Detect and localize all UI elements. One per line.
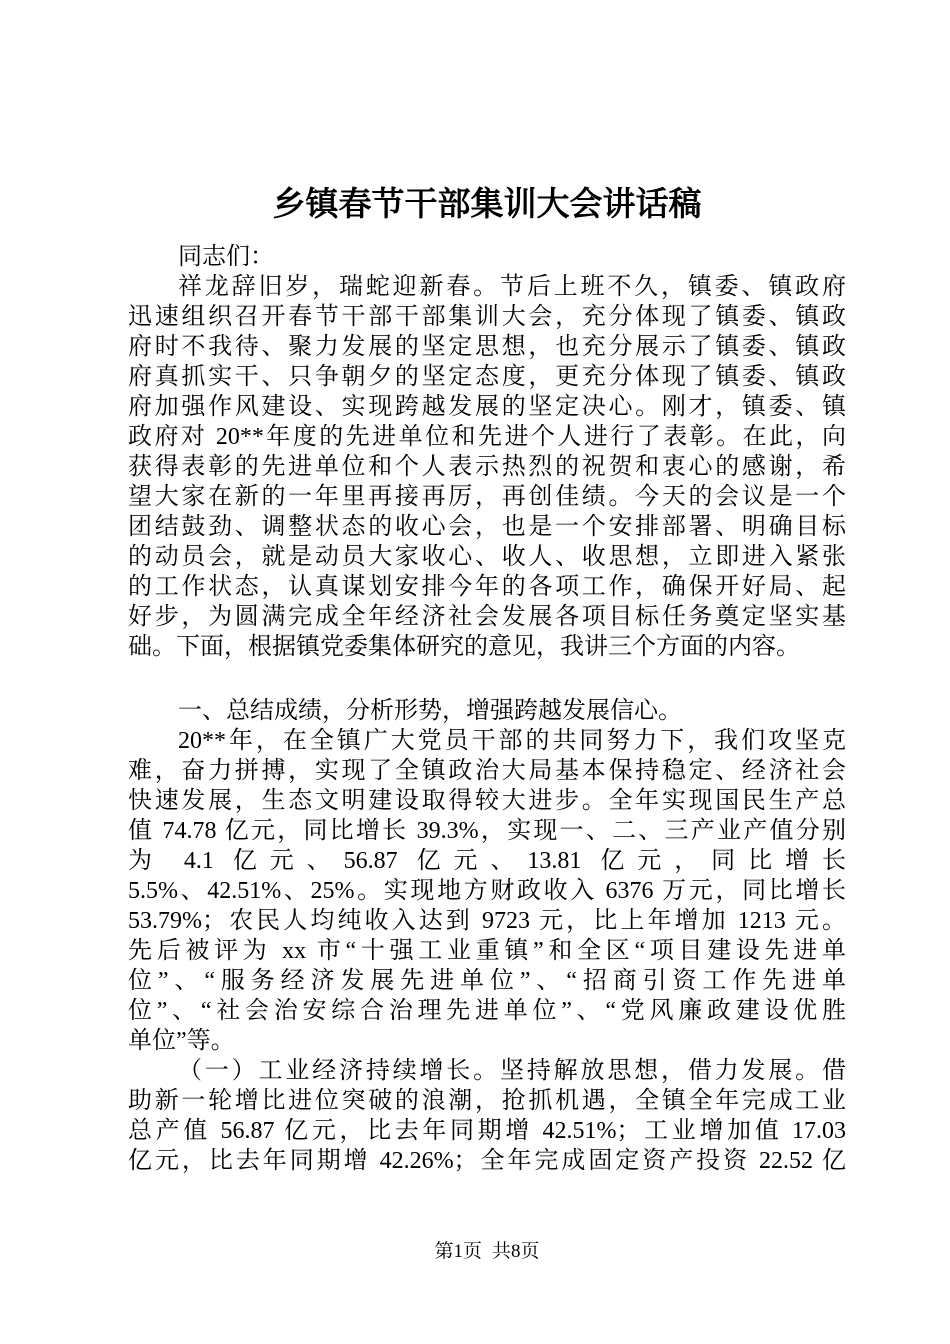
text-line: 政府对 20**年度的先进单位和先进个人进行了表彰。在此，向 (128, 424, 846, 450)
paragraph (128, 272, 846, 662)
text-line: 府时不我待、聚力发展的坚定思想，也充分展示了镇委、镇政 (128, 334, 846, 360)
paragraph (128, 242, 846, 272)
text-line: 先后被评为 xx 市“十强工业重镇”和全区“项目建设先进单 (128, 938, 846, 964)
text-line: 一、总结成绩，分析形势，增强跨越发展信心。 (178, 698, 682, 724)
text-line: 位”、“服务经济发展先进单位”、“招商引资工作先进单 (128, 968, 846, 994)
text-line: 亿元，比去年同期增 42.26%；全年完成固定资产投资 22.52 亿 (128, 1148, 846, 1174)
text-line: 20**年，在全镇广大党员干部的共同努力下，我们攻坚克 (178, 728, 846, 754)
text-line: 的动员会，就是动员大家收心、收人、收思想，立即进入紧张 (128, 544, 846, 570)
text-line: （一）工业经济持续增长。坚持解放思想，借力发展。借 (178, 1058, 846, 1084)
text-line: 府真抓实干、只争朝夕的坚定态度，更充分体现了镇委、镇政 (128, 364, 846, 390)
document-content (128, 184, 846, 1176)
text-line: 总产值 56.87 亿元，比去年同期增 42.51%；工业增加值 17.03 (128, 1118, 846, 1144)
text-line: 值 74.78 亿元，同比增长 39.3%，实现一、二、三产业产值分别 (128, 818, 846, 844)
text-line: 同志们： (178, 244, 274, 270)
text-line: 迅速组织召开春节干部干部集训大会，充分体现了镇委、镇政 (128, 304, 846, 330)
text-line: 5.5%、42.51%、25%。实现地方财政收入 6376 万元，同比增长 (128, 878, 846, 904)
text-line: 祥龙辞旧岁，瑞蛇迎新春。节后上班不久，镇委、镇政府 (178, 274, 846, 300)
text-line: 助新一轮增比进位突破的浪潮，抢抓机遇，全镇全年完成工业 (128, 1088, 846, 1114)
page-number: 第1页 (434, 1241, 482, 1262)
paragraph (128, 1056, 846, 1176)
document-body (128, 242, 846, 1176)
text-line: 难，奋力拼搏，实现了全镇政治大局基本保持稳定、经济社会 (128, 758, 846, 784)
page-footer (128, 1240, 846, 1264)
text-line: 团结鼓劲、调整状态的收心会，也是一个安排部署、明确目标 (128, 514, 846, 540)
text-line: 为 4.1 亿元、56.87 亿元、13.81 亿元，同比增长 (128, 848, 846, 874)
text-line: 快速发展，生态文明建设取得较大进步。全年实现国民生产总 (128, 788, 846, 814)
text-line: 获得表彰的先进单位和个人表示热烈的祝贺和衷心的感谢，希 (128, 454, 846, 480)
text-line: 的工作状态，认真谋划安排今年的各项工作，确保开好局、起 (128, 574, 846, 600)
paragraph (128, 696, 846, 726)
document-title: 乡镇春节干部集训大会讲话稿 (272, 187, 702, 223)
text-line: 望大家在新的一年里再接再厉，再创佳绩。今天的会议是一个 (128, 484, 846, 510)
total-pages: 共8页 (492, 1241, 540, 1262)
text-line: 府加强作风建设、实现跨越发展的坚定决心。刚才，镇委、镇 (128, 394, 846, 420)
text-line: 53.79%；农民人均纯收入达到 9723 元，比上年增加 1213 元。 (128, 908, 846, 934)
text-line: 位”、“社会治安综合治理先进单位”、“党风廉政建设优胜 (128, 998, 846, 1024)
text-line: 单位”等。 (128, 1028, 235, 1054)
text-line: 好步，为圆满完成全年经济社会发展各项目标任务奠定坚实基 (128, 604, 846, 630)
text-line: 础。下面，根据镇党委集体研究的意见，我讲三个方面的内容。 (128, 634, 800, 660)
paragraph (128, 726, 846, 1056)
blank-line (128, 662, 846, 696)
